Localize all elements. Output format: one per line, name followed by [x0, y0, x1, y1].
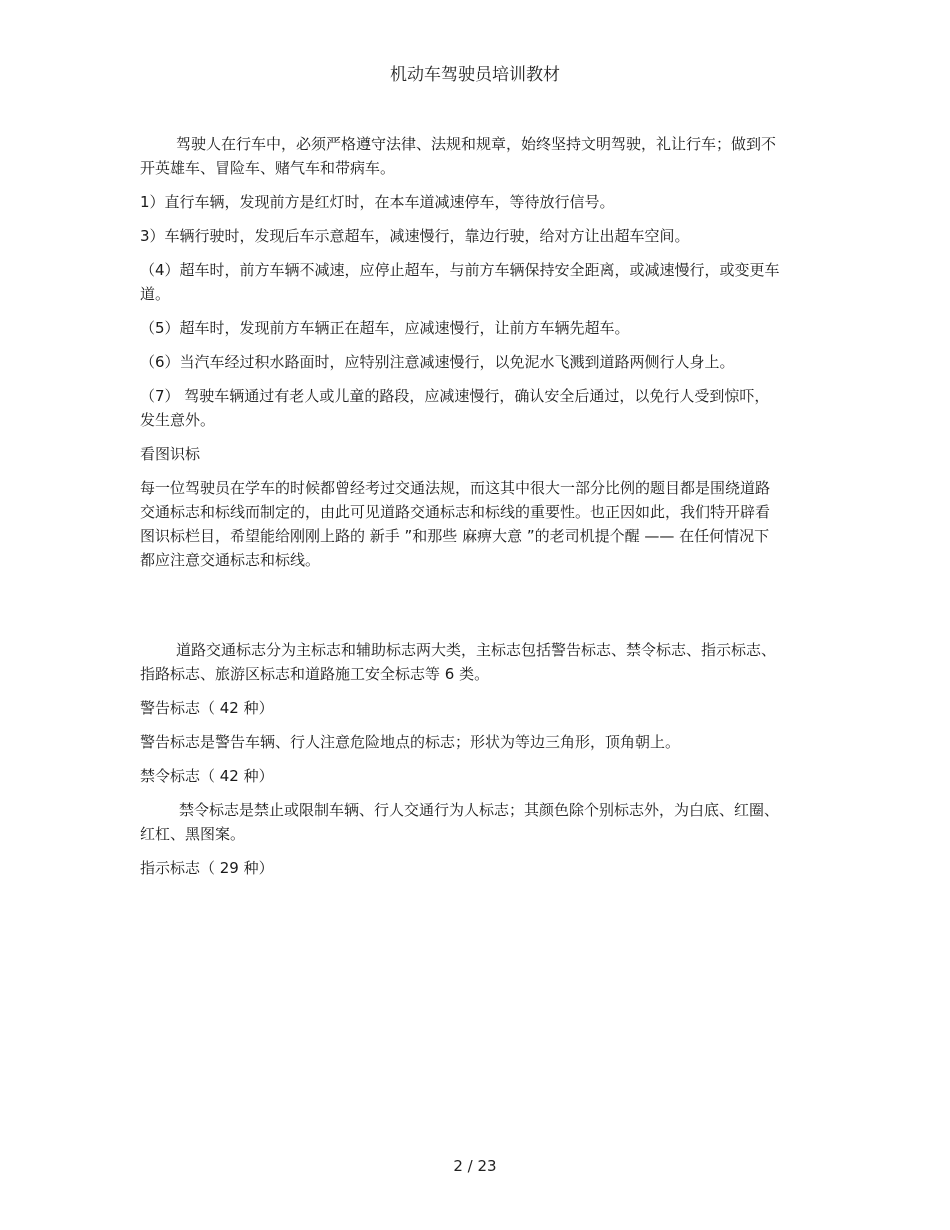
heading-indication-signs: 指示标志（ 29 种） [140, 859, 274, 877]
paragraph-sign-recognition-intro: 每一位驾驶员在学车的时候都曾经考过交通法规，而这其中很大一部分比例的题目都是围绕道路交通标志和标线而制定的，由此可见道路交通标志和标线的重要性。也正因如此，我们特开辟看图识标栏目，希望能给刚刚上路的 新手 ”和那些 麻痹大意 ”的老司机提个醒 —— 在任何情况下都应注意交通标志和标线。 [140, 479, 771, 569]
paragraph-sign-categories: 道路交通标志分为主标志和辅助标志两大类，主标志包括警告标志、禁令标志、指示标志、指路标志、旅游区标志和道路施工安全标志等 6 类。 [140, 641, 777, 683]
paragraph-item-5: （5）超车时，发现前方车辆正在超车，应减速慢行，让前方车辆先超车。 [140, 319, 630, 337]
paragraph-warning-signs: 警告标志是警告车辆、行人注意危险地点的标志；形状为等边三角形，顶角朝上。 [140, 733, 681, 751]
paragraph-prohibition-signs: 禁令标志是禁止或限制车辆、行人交通行为人标志；其颜色除个别标志外，为白底、红圈、红杠、黑图案。 [140, 801, 780, 843]
document-body [140, 132, 780, 890]
blank-gap [140, 582, 780, 638]
heading-warning-signs: 警告标志（ 42 种） [140, 699, 274, 717]
document-header-title: 机动车驾驶员培训教材 [390, 65, 560, 85]
paragraph-civilized-driving: 驾驶人在行车中，必须严格遵守法律、法规和规章，始终坚持文明驾驶，礼让行车；做到不开英雄车、冒险车、赌气车和带病车。 [140, 135, 777, 177]
paragraph-item-4: （4）超车时，前方车辆不减速，应停止超车，与前方车辆保持安全距离，或减速慢行，或变更车道。 [140, 261, 780, 303]
paragraph-item-6: （6）当汽车经过积水路面时，应特别注意减速慢行，以免泥水飞溅到道路两侧行人身上。 [140, 353, 735, 371]
paragraph-item-3: 3）车辆行驶时，发现后车示意超车，减速慢行，靠边行驶，给对方让出超车空间。 [140, 227, 690, 245]
paragraph-item-1: 1）直行车辆，发现前方是红灯时，在本车道减速停车，等待放行信号。 [140, 193, 615, 211]
paragraph-item-7: （7） 驾驶车辆通过有老人或儿童的路段，应减速慢行，确认安全后通过，以免行人受到惊吓，发生意外。 [140, 387, 770, 429]
page-number: 2 / 23 [453, 1157, 497, 1175]
heading-prohibition-signs: 禁令标志（ 42 种） [140, 767, 274, 785]
section-heading-sign-recognition: 看图识标 [140, 445, 201, 463]
